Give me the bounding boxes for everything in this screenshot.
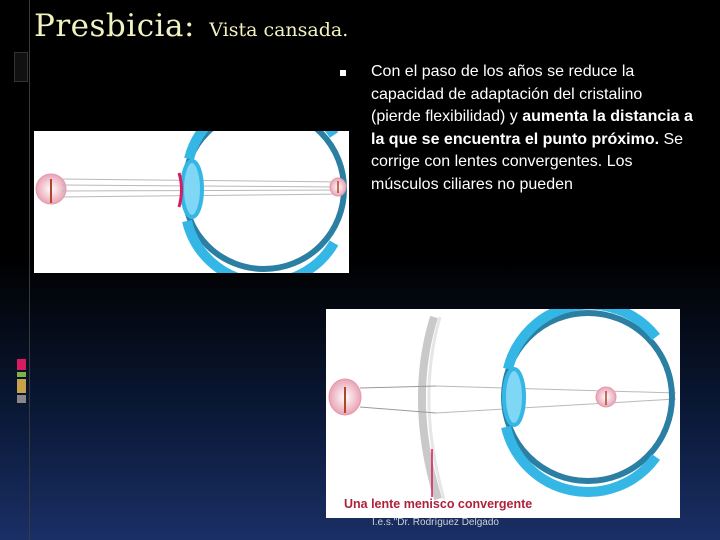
bullet-list <box>346 61 696 196</box>
decorative-stripe <box>17 359 26 370</box>
slide-title <box>34 8 348 44</box>
decorative-block <box>14 52 28 82</box>
slide-edge-line <box>29 0 30 540</box>
eye-diagram-icon <box>34 131 349 273</box>
image-caption: Una lente menisco convergente <box>344 497 533 511</box>
title-sub: Vista cansada. <box>209 19 349 41</box>
footer-text: I.e.s."Dr. Rodríguez Delgado <box>372 517 499 528</box>
decorative-stripe <box>17 379 26 393</box>
decorative-stripe <box>17 372 26 377</box>
eye-with-lens-image <box>326 309 680 518</box>
title-main: Presbicia: <box>34 8 206 44</box>
bullet-text-part2: Se corrige con lentes convergentes. Los músculos ciliares no pueden <box>371 130 684 193</box>
square-bullet-icon <box>340 70 346 76</box>
bullet-text-part1: Con el paso de los años se reduce la capacidad de adaptación del cristalino (pierde flexibilidad) y <box>371 63 643 125</box>
eye-diagram-image <box>34 131 349 273</box>
decorative-stripe <box>17 395 26 403</box>
bullet-text <box>346 61 696 196</box>
bullet-text-bold: aumenta la distancia a la que se encuentra el punto próximo. <box>371 108 693 148</box>
eye-with-lens-icon <box>326 309 680 518</box>
